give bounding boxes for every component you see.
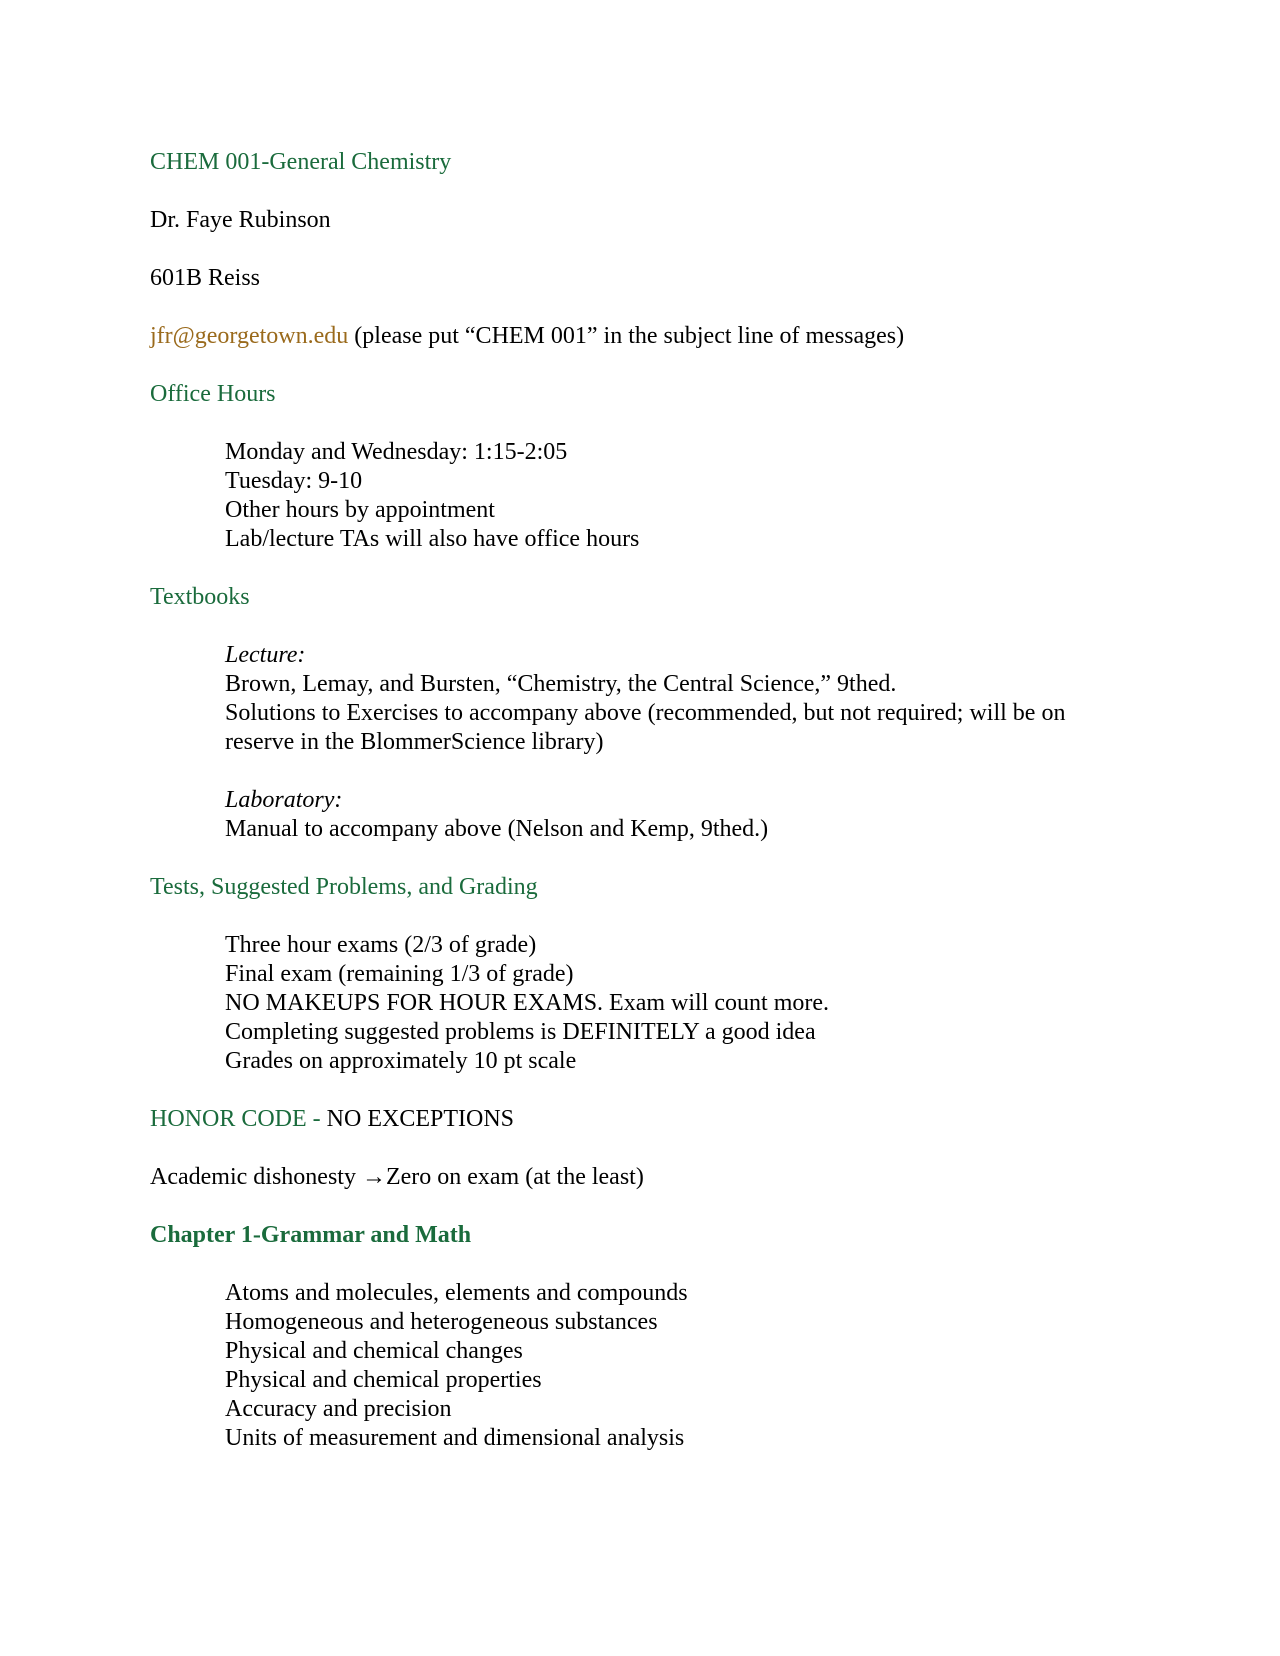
honor-code-line: [150, 1105, 1150, 1134]
chapter1-topic: Units of measurement and dimensional analysis: [225, 1425, 685, 1451]
honor-code-statement: Academic dishonesty →Zero on exam (at the least): [150, 1164, 644, 1190]
lecture-label: Lecture:: [225, 642, 306, 668]
office-hours-item: Monday and Wednesday: 1:15-2:05: [225, 439, 568, 465]
laboratory-textbooks: [225, 786, 1150, 844]
office-hours-heading: Office Hours: [150, 381, 276, 407]
chapter1-topic: Homogeneous and heterogeneous substances: [225, 1309, 658, 1335]
email-link[interactable]: jfr@georgetown.edu: [150, 323, 349, 349]
office-hours-item: Lab/lecture TAs will also have office hours: [225, 526, 640, 552]
grading-item: Three hour exams (2/3 of grade): [225, 932, 537, 958]
grading-item: Grades on approximately 10 pt scale: [225, 1048, 577, 1074]
chapter1-topic-list: [225, 1279, 1150, 1453]
grading-list: [225, 931, 1150, 1076]
grading-item: Final exam (remaining 1/3 of grade): [225, 961, 574, 987]
course-title: CHEM 001-General Chemistry: [150, 149, 452, 175]
chapter1-topic: Physical and chemical changes: [225, 1338, 523, 1364]
honor-code-heading: HONOR CODE -: [150, 1106, 327, 1132]
grading-item: NO MAKEUPS FOR HOUR EXAMS. Exam will count more.: [225, 990, 830, 1016]
instructor-name: Dr. Faye Rubinson: [150, 207, 331, 233]
chapter1-topic: Physical and chemical properties: [225, 1367, 542, 1393]
chapter1-topic: Atoms and molecules, elements and compounds: [225, 1280, 688, 1306]
lecture-textbook-item: Solutions to Exercises to accompany above (recommended, but not required; will be on reserve in the BlommerScience library): [225, 700, 1066, 755]
email-note: (please put “CHEM 001” in the subject line of messages): [348, 323, 905, 349]
laboratory-textbook-item: Manual to accompany above (Nelson and Kemp, 9thed.): [225, 816, 769, 842]
textbooks-heading: Textbooks: [150, 584, 250, 610]
syllabus-content: [150, 148, 1150, 1482]
chapter1-topic: Accuracy and precision: [225, 1396, 452, 1422]
lecture-textbooks: [225, 641, 1150, 757]
chapter1-heading: Chapter 1-Grammar and Math: [150, 1222, 472, 1248]
office-hours-list: [225, 438, 1150, 554]
office-hours-item: Tuesday: 9-10: [225, 468, 363, 494]
textbooks-list: [225, 641, 1150, 844]
contact-line: [150, 322, 1150, 351]
laboratory-label: Laboratory:: [225, 787, 343, 813]
grading-heading: Tests, Suggested Problems, and Grading: [150, 874, 538, 900]
lecture-textbook-item: Brown, Lemay, and Bursten, “Chemistry, the Central Science,” 9thed.: [225, 671, 897, 697]
office-location: 601B Reiss: [150, 265, 261, 291]
grading-item: Completing suggested problems is DEFINITELY a good idea: [225, 1019, 816, 1045]
office-hours-item: Other hours by appointment: [225, 497, 495, 523]
honor-code-emphasis: NO EXCEPTIONS: [326, 1106, 515, 1132]
